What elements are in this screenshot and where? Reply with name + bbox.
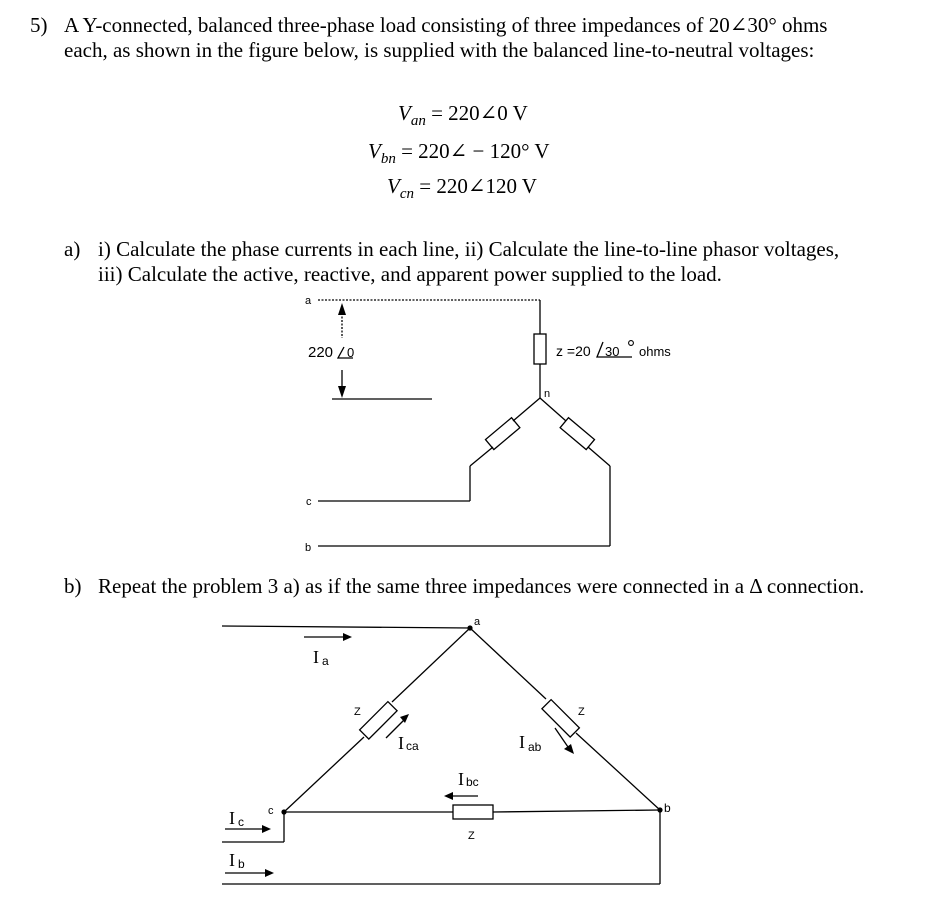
- part-b-line1: Repeat the problem 3 a) as if the same three impedances were connected in a Δ connection.: [98, 574, 865, 598]
- arrow-right-icon: [343, 633, 352, 641]
- z-label-bc: Z: [468, 830, 475, 842]
- node-dot-a: [467, 625, 472, 630]
- current-arrow-ab: [555, 728, 568, 747]
- delta-side-bc-right: [493, 810, 660, 812]
- current-label-b: [229, 850, 245, 871]
- arrow-right-icon: [265, 869, 274, 877]
- impedance-ca: [360, 702, 397, 739]
- problem-number: 5): [30, 13, 48, 37]
- delta-line-a: [222, 626, 470, 628]
- delta-side-ab-lower: [576, 733, 660, 810]
- voltage-magnitude: 220: [308, 344, 334, 361]
- equation-subscript: bn: [380, 151, 396, 167]
- voltage-angle: 0: [347, 345, 355, 360]
- arrow-left-icon: [444, 792, 453, 800]
- equation-symbol: V: [368, 139, 381, 163]
- current-symbol: I: [229, 850, 235, 870]
- delta-side-ab-upper: [470, 628, 546, 699]
- impedance-unit: ohms: [639, 344, 671, 359]
- equation-rhs: = 220∠120 V: [419, 174, 537, 198]
- arrow-right-icon: [262, 825, 271, 833]
- current-subscript: b: [238, 857, 245, 871]
- delta-node-b-label: b: [664, 801, 671, 815]
- node-c-label: c: [306, 496, 312, 508]
- current-subscript: ab: [528, 740, 542, 754]
- z-label-ab: Z: [578, 706, 585, 718]
- current-subscript: a: [322, 654, 329, 668]
- delta-side-ca-lower: [284, 737, 364, 812]
- current-subscript: bc: [466, 775, 479, 789]
- node-dot-b: [657, 807, 662, 812]
- current-symbol: I: [458, 769, 464, 789]
- equation-subscript: cn: [399, 186, 414, 202]
- current-symbol: I: [398, 733, 404, 753]
- current-subscript: ca: [406, 739, 419, 753]
- current-label-bc: [458, 769, 479, 789]
- equation-rhs: = 220∠ − 120° V: [401, 139, 550, 163]
- arrow-diagonal-icon: [564, 744, 574, 754]
- equation-subscript: an: [410, 113, 426, 129]
- node-a-label: a: [305, 295, 312, 307]
- problem-intro-line2: each, as shown in the figure below, is supplied with the balanced line-to-neutral voltages:: [64, 38, 815, 62]
- part-b-label: b): [64, 574, 82, 598]
- equation-symbol: V: [387, 174, 400, 198]
- current-label-ab: [519, 732, 542, 754]
- delta-node-c-label: c: [268, 805, 274, 817]
- part-a-line2: iii) Calculate the active, reactive, and apparent power supplied to the load.: [98, 262, 722, 286]
- delta-side-ca-upper: [392, 628, 470, 702]
- problem-intro-line1: A Y-connected, balanced three-phase load consisting of three impedances of 20∠30° ohms: [64, 13, 828, 37]
- impedance-ab: [542, 700, 579, 737]
- arrow-diagonal-icon: [400, 714, 409, 723]
- node-b-label: b: [305, 542, 312, 554]
- current-label-c: [229, 808, 244, 829]
- current-subscript: c: [238, 815, 244, 829]
- current-label-ca: [398, 733, 419, 753]
- equation-rhs: = 220∠0 V: [431, 101, 528, 125]
- part-a-label: a): [64, 237, 81, 261]
- current-symbol: I: [519, 732, 525, 752]
- impedance-magnitude: z =20: [556, 343, 591, 359]
- delta-node-a-label: a: [474, 616, 481, 628]
- node-n-label: n: [544, 388, 551, 400]
- current-symbol: I: [229, 808, 235, 828]
- equation-symbol: V: [398, 101, 411, 125]
- current-symbol: I: [313, 647, 319, 667]
- node-dot-c: [281, 809, 286, 814]
- impedance-angle: 30: [605, 344, 620, 359]
- z-label-ca: Z: [354, 706, 361, 718]
- current-label-a: [313, 647, 329, 668]
- part-a-line1: i) Calculate the phase currents in each line, ii) Calculate the line-to-line phasor voltages,: [98, 237, 840, 261]
- impedance-bc: [453, 805, 493, 819]
